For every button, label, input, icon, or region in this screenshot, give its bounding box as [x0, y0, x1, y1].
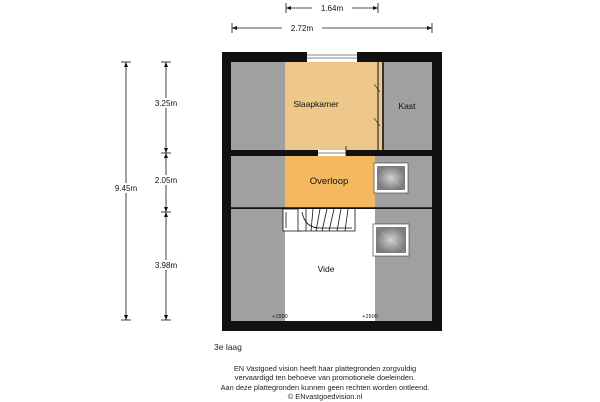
disclaimer-line-4: © ENvastgoedvision.nl [287, 392, 363, 402]
dimension-room3: 3.98m [154, 261, 178, 270]
dimension-room1: 3.25m [154, 99, 178, 108]
height-marker-right: +1500 [362, 314, 378, 320]
label-kast: Kast [398, 101, 416, 111]
floor-level-label: 3e laag [214, 342, 242, 352]
slaapkamer-closet-strip [375, 62, 383, 150]
label-vide: Vide [317, 264, 335, 274]
disclaimer-footer [0, 364, 600, 402]
label-overloop: Overloop [309, 176, 349, 187]
disclaimer-line-2: vervaardigd ten behoeve van promotionele doeleinden. [234, 373, 416, 383]
dimension-top-inner: 1.64m [320, 4, 344, 13]
low-ceiling-left-bottom [231, 209, 288, 321]
low-ceiling-left-mid [231, 156, 285, 208]
height-marker-left: +1500 [272, 314, 288, 320]
disclaimer-line-1: EN Vastgoed vision heeft haar plattegronden zorgvuldig [233, 364, 417, 373]
disclaimer-line-3: Aan deze plattegronden kunnen geen rechten worden ontleend. [220, 382, 430, 392]
dimension-top-outer: 2.72m [290, 24, 314, 33]
label-slaapkamer: Slaapkamer [293, 99, 339, 109]
dimension-room2: 2.05m [154, 176, 178, 185]
dimension-left-total: 9.45m [114, 184, 138, 193]
top-window [307, 52, 357, 62]
staircase [283, 209, 355, 231]
low-ceiling-left-top [231, 62, 285, 150]
